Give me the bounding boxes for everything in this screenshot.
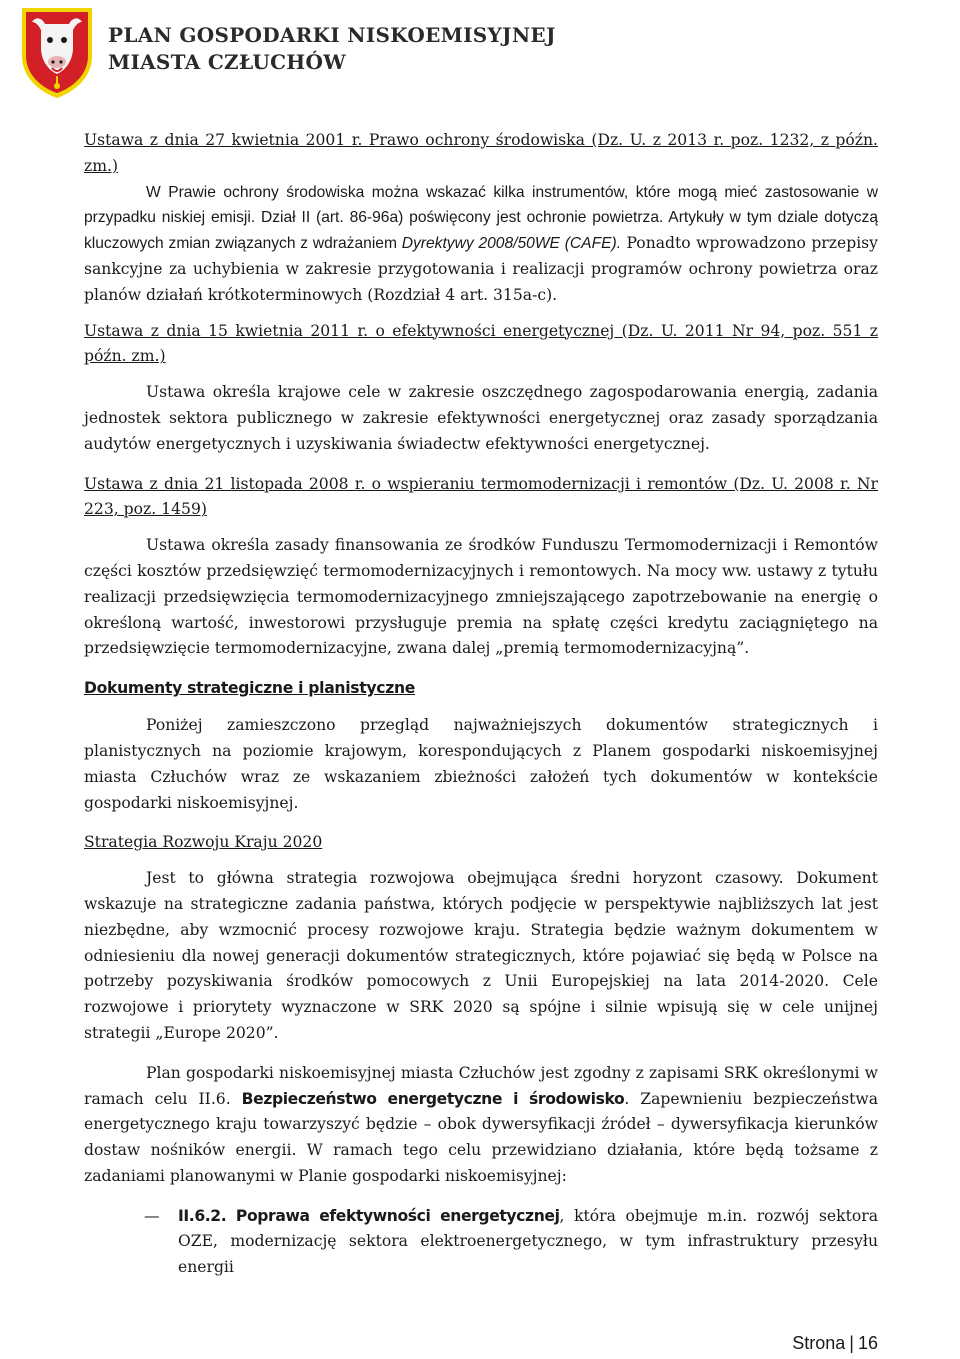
bullet-text: , która obejmuje m.in. rozwój sektora OZE, modernizację sektora elektroenergetycznego, w tym infrastruktury przesyłu energii [178, 1206, 878, 1277]
srk-title: Strategia Rozwoju Kraju 2020 [84, 833, 323, 852]
document-title [108, 22, 556, 76]
act1-text-part1: W Prawie ochrony środowiska można wskazać kilka instrumentów, które mogą mieć zastosowanie w przypadku niskiej emisji. Dział II (art. 86-96a) poświęcony jest ochronie powietrza. Artykuły w tym dziale dotyczą kluczowych zmian związanych z wdrażaniem [84, 183, 878, 253]
act1-title: Ustawa z dnia 27 kwietnia 2001 r. Prawo ochrony środowiska (Dz. U. z 2013 r. poz. 1232, z późn. zm.) [84, 131, 878, 175]
srk-paragraph-1: Jest to główna strategia rozwojowa obejmująca średni horyzont czasowy. Dokument wskazuje na strategiczne zadania państwa, których podjęcie w perspektywie najbliższych lat jest niezbędne, aby wzmocnić procesy rozwojowe kraju. Strategia będzie ważnym dokumentem w odniesieniu dla nowej generacji dokumentów strategicznych, które pojawiać się będą w Polsce na potrzeby pozyskiwania środków pomocowych z Unii Europejskiej na lata 2014-2020. Cele rozwojowe i priorytety wyznaczone w SRK 2020 są spójne i silnie wpisują się w cele unijnej strategii „Europe 2020”. [84, 869, 878, 1042]
act1-paragraph [84, 180, 878, 309]
act2-paragraph: Ustawa określa krajowe cele w zakresie oszczędnego zagospodarowania energią, zadania jednostek sektora publicznego w zakresie efektywności energetycznej oraz zasady sporządzania audytów energetycznych i uzyskiwania świadectw efektywności energetycznej. [84, 383, 878, 453]
act3-paragraph: Ustawa określa zasady finansowania ze środków Funduszu Termomodernizacji i Remontów części kosztów przedsięwzięć termomodernizacyjnych i remontowych. Na mocy ww. ustawy z tytułu realizacji przedsięwzięcia termomodernizacyjnego zmniejszającego zapotrzebowanie na energię o określoną wartość, inwestorowi przysługuje premia na spłatę części kredytu zaciągniętego na przedsięwzięcie termomodernizacyjne, zwana dalej „premią termomodernizacyjną”. [84, 536, 878, 658]
section-paragraph: Poniżej zamieszczono przegląd najważniejszych dokumentów strategicznych i planistycznych na poziomie krajowym, korespondujących z Planem gospodarki niskoemisyjnej miasta Człuchów wraz ze wskazaniem zbieżności założeń tych dokumentów w kontekście gospodarki niskoemisyjnej. [84, 716, 878, 812]
srk-paragraph-2 [84, 1061, 878, 1190]
coat-of-arms-icon [18, 4, 96, 100]
bullet-dash: — [144, 1206, 160, 1225]
srk-text2-part1: Plan gospodarki niskoemisyjnej miasta Człuchów jest zgodny z zapisami SRK określonymi w ramach celu II.6. [84, 1063, 878, 1108]
page-header [0, 0, 960, 120]
srk-text2-part2: . Zapewnieniu bezpieczeństwa energetycznego kraju towarzyszyć będzie – obok dywersyfikacji źródeł – dywersyfikacja kierunków dostaw nośników energii. W ramach tego celu przewidziano działania, które będą tożsame z zadaniami planowanymi w Planie gospodarki niskoemisyjnej: [84, 1089, 878, 1185]
section-heading: Dokumenty strategiczne i planistyczne [84, 679, 416, 698]
page-content [84, 128, 878, 1281]
act3-title: Ustawa z dnia 21 listopada 2008 r. o wspieraniu termomodernizacji i remontów (Dz. U. 2008 r. Nr 223, poz. 1459) [84, 474, 878, 519]
footer-separator: | [849, 1333, 854, 1353]
act1-text-italic: Dyrektywy 2008/50WE (CAFE). [401, 235, 622, 253]
act2-title: Ustawa z dnia 15 kwietnia 2011 r. o efektywności energetycznej (Dz. U. 2011 Nr 94, poz. 551 z późn. zm.) [84, 321, 878, 366]
page-label: Strona [792, 1333, 846, 1353]
page-number: 16 [857, 1333, 878, 1353]
list-item [84, 1204, 878, 1281]
bullet-bold: II.6.2. Poprawa efektywności energetycznej [178, 1206, 560, 1225]
srk-text2-bold: Bezpieczeństwo energetyczne i środowisko [241, 1089, 625, 1108]
page-footer [792, 1333, 878, 1354]
document-title-line2: MIASTA CZŁUCHÓW [108, 50, 346, 74]
act1-text-part2: Ponadto wprowadzono przepisy sankcyjne za uchybienia w zakresie przygotowania i realizacji programów ochrony powietrza oraz planów działań krótkoterminowych (Rozdział 4 art. 315a-c). [84, 234, 878, 304]
document-title-line1: PLAN GOSPODARKI NISKOEMISYJNEJ [108, 23, 556, 47]
